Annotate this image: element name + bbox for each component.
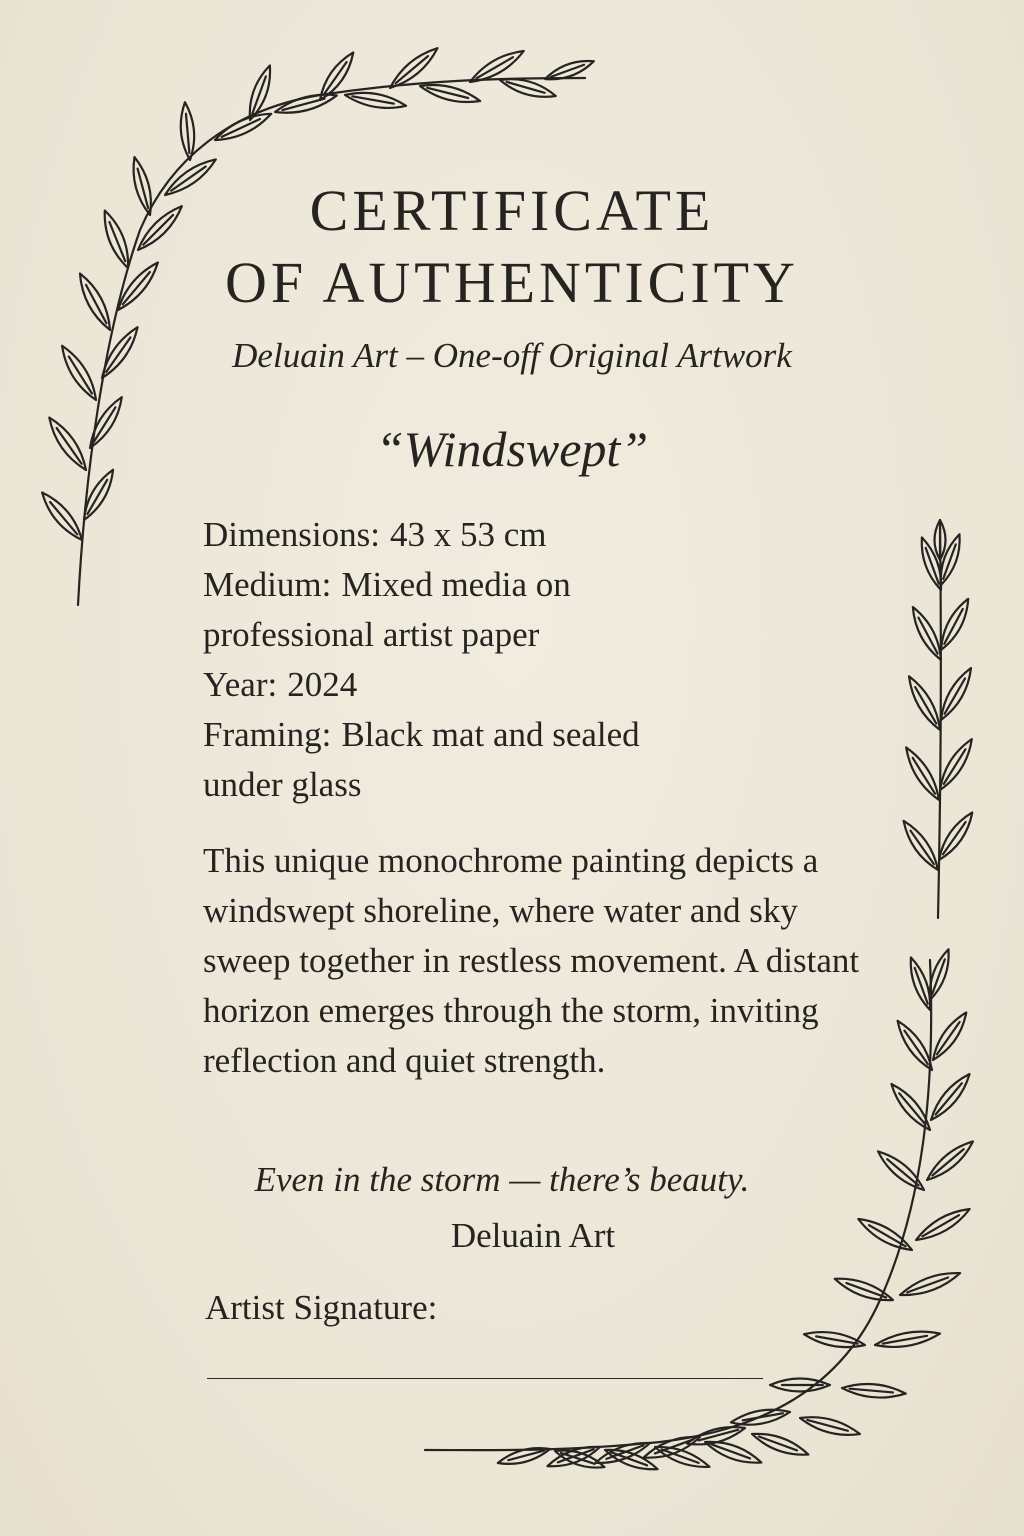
leaf-icon: [891, 1084, 930, 1130]
artist-quote: Even in the storm — there’s beauty.: [254, 1160, 750, 1199]
leaf-icon: [939, 812, 972, 860]
branch-stem: [938, 520, 941, 918]
leaf-icon: [84, 470, 113, 520]
leaf-icon: [900, 1273, 960, 1295]
signature-label: Artist Signature:: [205, 1288, 438, 1327]
leaf-icon: [904, 821, 938, 870]
leaf-icon: [605, 1450, 658, 1469]
leaf-icon: [935, 520, 946, 560]
leaf-icon: [911, 957, 930, 1010]
leaf-icon: [644, 1437, 700, 1458]
leaf-icon: [941, 534, 960, 585]
leaf-icon: [898, 1021, 932, 1070]
certificate-title-line2: OF AUTHENTICITY: [225, 250, 799, 315]
leaf-icon: [320, 52, 353, 100]
leaf-icon: [930, 949, 949, 1000]
leaf-icon: [842, 1384, 906, 1398]
detail-value: Black mat and sealed under glass: [203, 715, 640, 804]
detail-label: Dimensions:: [203, 515, 380, 554]
leaf-icon: [555, 1451, 604, 1468]
leaf-icon: [498, 1448, 550, 1464]
quote-attribution: Deluain Art: [450, 1216, 616, 1255]
leaf-icon: [215, 114, 271, 140]
artwork-description: This unique monochrome painting depicts a windswept shoreline, where water and sky sweep together in restless movement. A distant horizon emerges through the storm, inviting reflection and quiet strength.: [203, 841, 860, 1080]
leaf-icon: [941, 668, 971, 720]
leaf-icon: [941, 599, 968, 650]
detail-value: Mixed media on professional artist paper: [203, 565, 571, 654]
detail-year: [203, 660, 803, 710]
leaf-icon: [875, 1332, 940, 1347]
detail-framing: [203, 710, 723, 810]
detail-value: 2024: [287, 665, 358, 704]
leaf-icon: [181, 102, 194, 160]
leaf-icon: [940, 739, 972, 790]
leaf-icon: [250, 65, 270, 120]
detail-medium: [203, 560, 643, 660]
leaf-icon: [547, 1447, 600, 1466]
detail-label: Year:: [203, 665, 278, 704]
detail-label: Framing:: [203, 715, 332, 754]
leaf-icon: [906, 747, 939, 800]
leaf-icon: [835, 1279, 893, 1300]
leaf-icon: [770, 1379, 830, 1392]
signature-line: [207, 1378, 763, 1379]
detail-dimensions: [203, 510, 803, 560]
leaf-icon: [804, 1332, 865, 1347]
leaf-icon: [931, 1074, 970, 1120]
leaf-icon: [687, 1427, 745, 1444]
leaf-icon: [705, 1442, 761, 1463]
leaf-icon: [275, 95, 337, 113]
leaf-icon: [470, 51, 524, 82]
leaf-icon: [545, 61, 594, 79]
leaf-icon: [42, 493, 82, 540]
leaf-icon: [420, 85, 480, 102]
leaf-icon: [655, 1447, 710, 1467]
detail-label: Medium:: [203, 565, 332, 604]
leaf-icon: [345, 93, 406, 108]
certificate-title-line1: CERTIFICATE: [309, 178, 715, 243]
leaf-icon: [390, 48, 437, 88]
artwork-title: “Windswept”: [375, 421, 649, 477]
artwork-details: [203, 510, 803, 810]
detail-value: 43 x 53 cm: [389, 515, 547, 554]
leaf-icon: [909, 676, 940, 730]
certificate-subtitle: Deluain Art – One-off Original Artwork: [232, 336, 792, 375]
leaf-icon: [500, 79, 556, 97]
leaf-icon: [595, 1443, 650, 1463]
leaf-icon: [913, 607, 941, 660]
leaf-icon: [731, 1410, 790, 1425]
leaf-icon: [933, 1012, 966, 1060]
leaf-icon: [922, 537, 941, 590]
leaf-icon: [800, 1417, 860, 1435]
leaf-icon: [752, 1434, 808, 1455]
